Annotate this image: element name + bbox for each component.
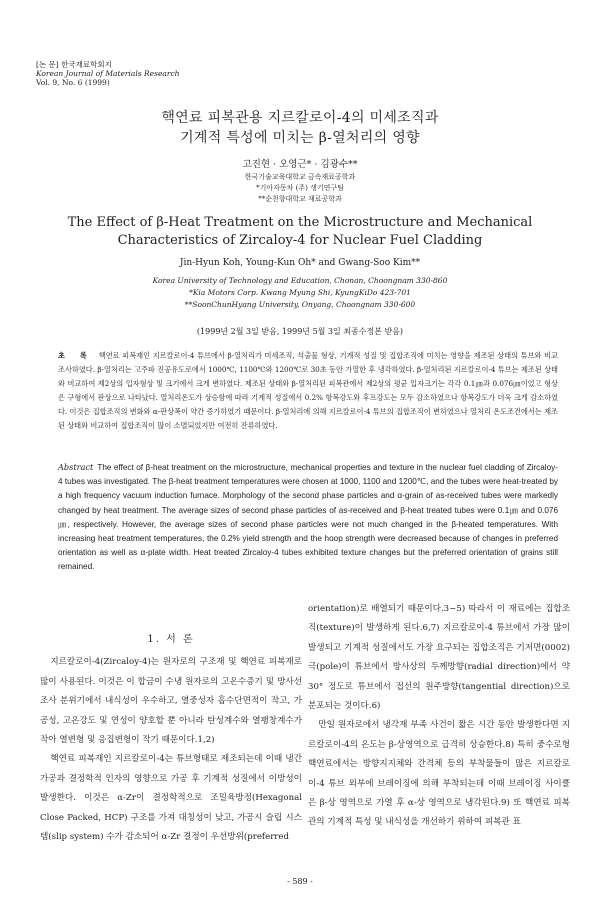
english-affiliations <box>0 275 600 311</box>
korean-aff2: *기아자동차 (주) 생기연구팀 <box>256 184 344 192</box>
received-dates: (1999년 2월 3일 받음, 1999년 5월 3일 최종수정본 받음) <box>196 327 404 336</box>
paragraph: 지르칼로이-4(Zircaloy-4)는 원자로의 구조재 및 핵연료 피복재로 많이 사용된다. 이것은 이 합금이 수냉 원자로의 고온수증기 및 방사선 조사 분위기에서 내식성이 우수하고, 열중성자 흡수단면적이 작고, 가공성, 고온강도 및 연성이 양호할 뿐 아니라 탄성계수와 열팽창계수가 작아 열변형 및 응집변형이 작기 때문이다.1,2) <box>40 657 302 746</box>
body-column-left <box>40 630 302 847</box>
english-abstract-label: Abstract <box>58 462 94 472</box>
korean-title-line2: 기계적 특성에 미치는 β-열처리의 영향 <box>180 130 420 146</box>
korean-title-line1: 핵연료 피복관용 지르칼로이-4의 미세조직과 <box>161 110 439 126</box>
korean-affiliations <box>0 172 600 205</box>
english-title-line1: The Effect of β-Heat Treatment on the Microstructure and Mechanical <box>67 215 533 230</box>
korean-authors: 고진현 · 오영근* · 김광수** <box>242 159 358 170</box>
english-aff1: Korea University of Technology and Education, Chonan, Choongnam 330-860 <box>152 276 448 285</box>
english-aff2: *Kia Motors Corp. Kwang Myung Shi, KyungKiDo 423-701 <box>189 288 411 297</box>
english-abstract-text: The effect of β-heat treatment on the microstructure, mechanical properties and texture in the nuclear fuel cladding of Zircaloy-4 tubes was investigated. The β-heat treatment temperatures were chosen at 1000, 1100 and 1200℃, and the tubes were heat-treated by a high frequency vacuum induction furnace. Morphology of the second phase particles and α-grain of as-received tubes were markedly changed by heat treatment. The average sizes of second phase particles of as-received and β-heat treated tubes were 0.1㎛ and 0.076㎛, respectively. However, the average sizes of second phase particles were not much changed in the β-heated temperatures. With increasing heat treatment temperatures, the 0.2% yield strength and the hoop strength were decreased because of changes in preferred orientation as well as α-plate width. Heat treated Zircaloy-4 tubes exhibited texture changes but the preferred orientation of grains still remained. <box>58 463 558 572</box>
page-number: - 589 - <box>287 877 313 886</box>
english-title <box>0 214 600 250</box>
journal-name: Korean Journal of Materials Research <box>36 69 180 78</box>
journal-header <box>36 60 179 87</box>
english-aff3: **SoonChunHyang University, Onyang, Choongnam 330-600 <box>184 300 416 309</box>
body-column-right <box>308 600 570 833</box>
english-authors: Jin-Hyun Koh, Young-Kun Oh* and Gwang-Soo Kim** <box>179 258 421 268</box>
paragraph: 만일 원자로에서 냉각재 부족 사건이 짧은 시간 동안 발생한다면 지르칼로이-4의 온도는 β-상영역으로 급격히 상승한다.8) 특히 중수로형 핵연료에서는 방향지지체와 간격체 등의 부착물들이 많은 지르칼로이-4 튜브 외부에 브레이징에 의해 부착되는데 이때 브레이징 사이클은 β-상 영역으로 가열 후 α-상 영역으로 냉각된다.9) 또 핵연료 피복관의 기계적 특성 및 내식성을 개선하기 위하여 피복관 표 <box>308 720 570 828</box>
korean-title <box>0 108 600 148</box>
english-title-line2: Characteristics of Zircaloy-4 for Nuclear Fuel Cladding <box>117 233 483 248</box>
paragraph: orientation)로 배열되기 때문이다.3~5) 따라서 이 재료에는 집합조직(texture)이 발생하게 된다.6,7) 지르칼로이-4 튜브에서 가장 많이 발생되고 기계적 성질에서도 가장 요구되는 집합조직은 기저면(0002)극(pole)이 튜브에서 방사상의 두께방향(radial direction)에서 약 30° 정도로 튜브에서 접선의 원주방향(tangential direction)으로 분포되는 것이다.6) <box>308 604 570 712</box>
section-heading: 1. 서 론 <box>147 634 195 645</box>
journal-volume: Vol. 9, No. 6 (1999) <box>36 78 110 87</box>
korean-abstract-label: 초 록 <box>58 351 93 360</box>
english-abstract <box>58 460 558 575</box>
korean-aff3: **순천향대학교 재료공학과 <box>258 195 342 203</box>
korean-abstract-text: 핵연료 피복재인 지르칼로이-4 튜브에서 β-열처리가 미세조직, 석출물 형상, 기계적 성질 및 집합조직에 미치는 영향을 제조된 상태의 튜브와 비교 조사하였다. β-열처리는 고주파 진공유도로에서 1000℃, 1100℃와 1200℃로 30초 동안 가열한 후 냉각하였다. β-열처리된 지르칼로이-4 튜브는 제조된 상태와 비교하여 제2상의 입자형상 및 크기에서 크게 변하였다. 제조된 상태와 β-열처리된 피복관에서 제2상의 평균 입자크기는 각각 0.1㎛과 0.076㎛이었고 형상은 구형에서 판상으로 나타났다. 열처리온도가 상승함에 따라 기계적 성질에서 0.2% 항복강도와 후프강도는 모두 감소하였으나 항복강도가 더욱 크게 감소하였다. 이것은 집합조직의 변화와 α-판상폭이 약간 증가하였기 때문이다. β-열처리에 의해 지르칼로이-4 튜브의 집합조직이 변하였으나 열처리 온도조건에서는 제조된 상태와 비교하여 집합조직이 많이 소멸되었지만 여전히 잔류하였다. <box>58 351 559 431</box>
paragraph: 핵연료 피복재인 지르칼로이-4는 튜브형태로 제조되는데 이때 냉간가공과 결정학적 인자의 영향으로 가공 후 기계적 성질에서 이방성이 발생한다. 이것은 α-Zr이 결정학적으로 조밀육방정(Hexagonal Close Packed, HCP) 구조를 가져 대칭성이 낮고, 가공시 슬립 시스템(slip system) 수가 감소되어 α-Zr 결정이 우선방위(preferred <box>40 754 302 843</box>
journal-category: [논 문] 한국재료학회지 <box>36 60 112 69</box>
korean-aff1: 한국기술교육대학교 금속재료공학과 <box>244 173 356 181</box>
korean-abstract <box>58 349 558 434</box>
